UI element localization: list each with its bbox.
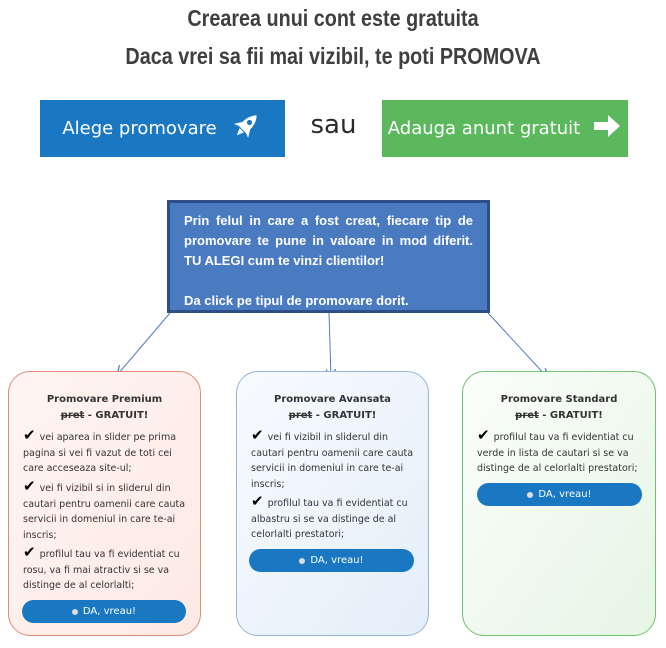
headline-promote: Daca vrei sa fii mai vizibil, te poti PROMOVA: [125, 43, 541, 69]
arrow-right-icon: [592, 112, 622, 145]
choose-promotion-button[interactable]: [40, 100, 285, 157]
info-instruction: Da click pe tipul de promovare dorit.: [184, 293, 409, 308]
feature-item: ✔ vei fi vizibil in sliderul din cautari pentru oamenii care cauta servicii in domeniul in care te-ai inscris;: [251, 426, 414, 490]
old-price: pret: [515, 410, 539, 421]
checkmark-icon: ✔: [23, 477, 36, 495]
dot-icon: [527, 492, 533, 498]
card-title: Promovare Avansata: [274, 394, 391, 405]
choose-promotion-label: Alege promovare: [62, 118, 217, 139]
yes-want-button[interactable]: DA, vreau!: [477, 483, 642, 506]
old-price: pret: [288, 410, 313, 421]
price-label: - GRATUIT!: [538, 410, 603, 421]
headline-free-account: Crearea unui cont este gratuita: [187, 5, 479, 31]
card-price: [463, 410, 655, 421]
card-price: [237, 410, 428, 421]
card-standard[interactable]: [462, 371, 656, 636]
add-free-listing-label: Adauga anunt gratuit: [387, 118, 581, 139]
card-premium[interactable]: [8, 371, 201, 636]
rocket-icon: [229, 109, 263, 148]
feature-item: ✔ profilul tau va fi evidentiat cu rosu, va fi mai atractiv si se va distinge de al celorlalti;: [23, 543, 180, 591]
feature-item: ✔ vei fi vizibil si in sliderul din cautari pentru oamenii care cauta servicii in domeniul in care te-ai inscris;: [23, 477, 186, 541]
yes-want-button[interactable]: DA, vreau!: [22, 600, 186, 623]
card-title: Promovare Standard: [500, 394, 618, 405]
old-price: pret: [60, 410, 85, 421]
card-avansata[interactable]: [236, 371, 429, 636]
card-price: [9, 410, 200, 421]
add-free-listing-button[interactable]: [382, 100, 628, 157]
checkmark-icon: ✔: [251, 426, 264, 444]
or-separator: sau: [310, 110, 357, 140]
checkmark-icon: ✔: [23, 543, 36, 561]
dot-icon: [299, 558, 305, 564]
feature-item: ✔ vei aparea in slider pe prima pagina si vei fi vazut de toti cei care acceseaza site-ul;: [23, 426, 177, 474]
price-label: - GRATUIT!: [312, 410, 377, 421]
info-paragraph: Prin felul in care a fost creat, fiecare tip de promovare te pune in valoare in mod diferit. TU ALEGI cum te vinzi clientilor!: [184, 213, 473, 268]
price-label: - GRATUIT!: [84, 410, 149, 421]
promotion-info-box: [167, 200, 490, 313]
checkmark-icon: ✔: [23, 426, 36, 444]
checkmark-icon: ✔: [477, 426, 490, 444]
card-title: Promovare Premium: [46, 394, 163, 405]
checkmark-icon: ✔: [251, 492, 264, 510]
yes-want-button[interactable]: DA, vreau!: [249, 549, 414, 572]
feature-item: ✔ profilul tau va fi evidentiat cu verde in lista de cautari si se va distinge de al celorlalti prestatori;: [477, 426, 638, 474]
dot-icon: [72, 609, 78, 615]
feature-item: ✔ profilul tau va fi evidentiat cu albastru si se va distinge de al celorlalti prestatori;: [251, 492, 408, 540]
